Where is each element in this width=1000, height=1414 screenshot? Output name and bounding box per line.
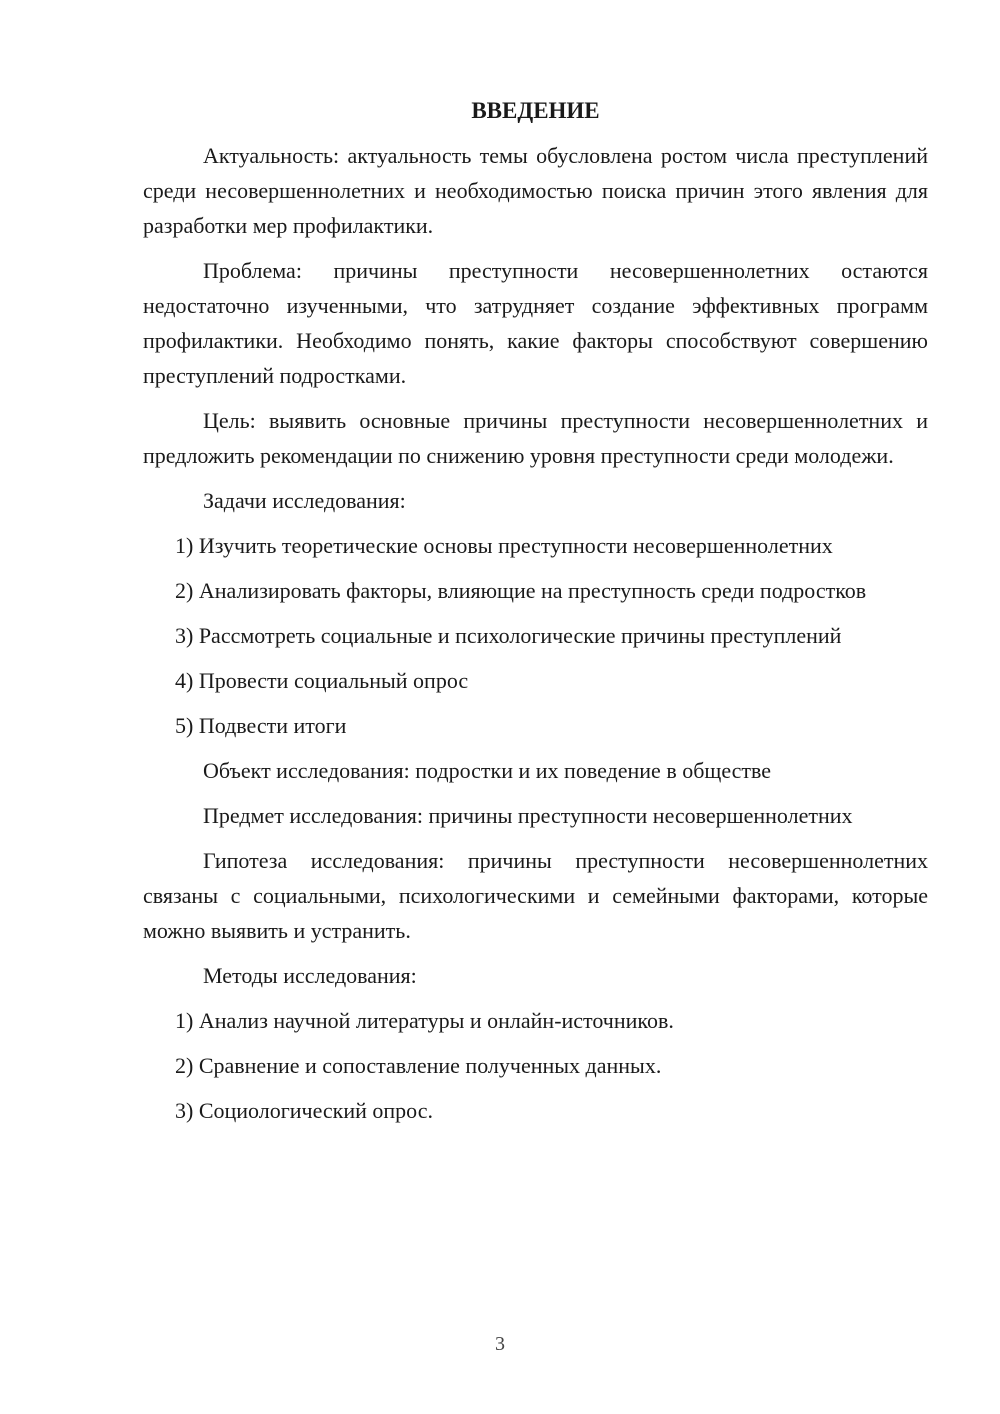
problem-paragraph: Проблема: причины преступности несовершеннолетних остаются недостаточно изученными, что затрудняет создание эффективных программ профилактики. Необходимо понять, какие факторы способствуют совершению преступлений подростками. [143, 258, 928, 388]
section-title: ВВЕДЕНИЕ [471, 98, 600, 123]
task-item: 2) Анализировать факторы, влияющие на преступность среди подростков [175, 578, 867, 603]
task-item: 3) Рассмотреть социальные и психологические причины преступлений [175, 623, 842, 648]
relevance-paragraph: Актуальность: актуальность темы обусловлена ростом числа преступлений среди несовершеннолетних и необходимостью поиска причин этого явления для разработки мер профилактики. [143, 143, 928, 238]
hypothesis-paragraph: Гипотеза исследования: причины преступности несовершеннолетних связаны с социальными, психологическими и семейными факторами, которые можно выявить и устранить. [143, 848, 928, 943]
goal-paragraph: Цель: выявить основные причины преступности несовершеннолетних и предложить рекомендации по снижению уровня преступности среди молодежи. [143, 408, 928, 468]
task-item: 5) Подвести итоги [175, 713, 347, 738]
page-number: 3 [495, 1333, 505, 1355]
document-page [143, 96, 928, 1138]
object-paragraph: Объект исследования: подростки и их поведение в обществе [203, 758, 772, 783]
methods-heading: Методы исследования: [203, 963, 417, 988]
task-item: 4) Провести социальный опрос [175, 668, 469, 693]
method-item: 3) Социологический опрос. [175, 1098, 433, 1123]
task-item: 1) Изучить теоретические основы преступности несовершеннолетних [175, 533, 833, 558]
method-item: 2) Сравнение и сопоставление полученных данных. [175, 1053, 662, 1078]
tasks-heading: Задачи исследования: [203, 488, 406, 513]
subject-paragraph: Предмет исследования: причины преступности несовершеннолетних [203, 803, 853, 828]
method-item: 1) Анализ научной литературы и онлайн-источников. [175, 1008, 674, 1033]
